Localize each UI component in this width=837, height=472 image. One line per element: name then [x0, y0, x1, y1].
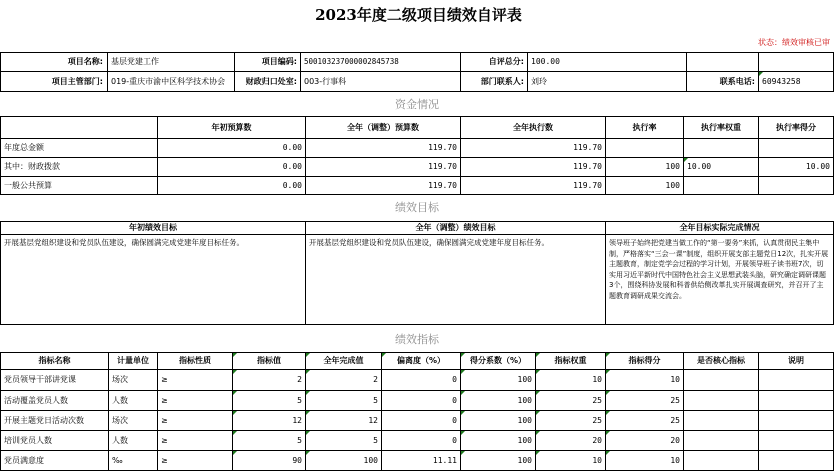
ind-note-cell[interactable]: [759, 431, 833, 450]
ind-header-actual: 全年完成值: [323, 356, 364, 365]
section-title-goals: 绩效目标: [395, 200, 439, 214]
ind-weight-cell[interactable]: 10: [592, 455, 602, 465]
comment-marker-icon: [606, 451, 610, 455]
ind-header-deviation: 偏离度（%）: [396, 356, 445, 365]
goals-adjusted-cell[interactable]: 开展基层党组织建设和党员队伍建设，确保圆满完成党建年度目标任务。: [309, 238, 549, 247]
score-label: 自评总分:: [488, 57, 524, 66]
ind-actual-cell[interactable]: 100: [363, 455, 378, 465]
funds-header-score: 执行率得分: [776, 122, 816, 132]
ind-name-cell[interactable]: 党员领导干部讲党课: [4, 375, 76, 384]
status-label: 状态：: [758, 38, 782, 47]
ind-weight-cell[interactable]: 25: [592, 395, 602, 405]
ind-target-cell[interactable]: 90: [292, 455, 302, 465]
ind-coefficient-cell[interactable]: 100: [517, 415, 532, 425]
funds-cell[interactable]: 119.70: [573, 180, 602, 190]
ind-name-cell[interactable]: 党员满意度: [4, 455, 44, 465]
comment-marker-icon: [306, 353, 310, 357]
dept-label: 项目主管部门:: [51, 76, 103, 86]
ind-unit-cell[interactable]: 人数: [112, 395, 128, 405]
grid-line: [833, 352, 834, 470]
funds-row-label[interactable]: 年度总金额: [4, 143, 44, 152]
comment-marker-icon: [536, 370, 540, 374]
comment-marker-icon: [233, 391, 237, 395]
phone-label: 联系电话:: [719, 76, 755, 86]
ind-score-cell[interactable]: 10: [670, 375, 680, 384]
ind-core-cell[interactable]: [684, 411, 758, 430]
funds-cell[interactable]: 0.00: [282, 143, 302, 152]
ind-core-cell[interactable]: [684, 431, 758, 450]
project-code-label: 项目编码:: [261, 57, 297, 66]
goals-header-adjusted: 全年（调整）绩效目标: [415, 223, 496, 232]
comment-marker-icon: [233, 411, 237, 415]
ind-actual-cell[interactable]: 5: [373, 395, 378, 405]
funds-cell[interactable]: 119.70: [428, 180, 457, 190]
comment-marker-icon: [306, 451, 310, 455]
ind-target-cell[interactable]: 2: [297, 375, 302, 384]
funds-cell[interactable]: [684, 139, 758, 157]
funds-cell[interactable]: 10.00: [687, 162, 712, 171]
goals-header-actual: 全年目标实际完成情况: [679, 223, 760, 232]
ind-deviation-cell[interactable]: 0: [452, 375, 457, 384]
ind-score-cell[interactable]: 25: [670, 415, 680, 425]
funds-cell[interactable]: 0.00: [282, 180, 302, 190]
ind-note-cell[interactable]: [759, 411, 833, 430]
ind-note-cell[interactable]: [759, 370, 833, 390]
grid-line: [0, 91, 834, 92]
ind-name-cell[interactable]: 活动覆盖党员人数: [4, 395, 68, 405]
ind-deviation-cell[interactable]: 11.11: [432, 455, 457, 465]
funds-cell[interactable]: [759, 139, 833, 157]
grid-line: [833, 221, 834, 324]
contact-label: 部门联系人:: [480, 76, 524, 86]
funds-cell[interactable]: [759, 177, 833, 194]
ind-coefficient-cell[interactable]: 100: [517, 455, 532, 465]
comment-marker-icon: [461, 353, 465, 357]
ind-deviation-cell[interactable]: 0: [452, 395, 457, 405]
grid-line: [0, 470, 834, 471]
comment-marker-icon: [536, 431, 540, 435]
ind-core-cell[interactable]: [684, 370, 758, 390]
comment-marker-icon: [461, 451, 465, 455]
ind-header-nature: 指标性质: [179, 356, 211, 365]
comment-marker-icon: [233, 451, 237, 455]
project-code-cell[interactable]: 500103237000002845738: [304, 57, 399, 67]
funds-row-label[interactable]: 其中：财政拨款: [4, 162, 60, 171]
ind-actual-cell[interactable]: 2: [373, 375, 378, 384]
funds-header-adjusted: 全年（调整）预算数: [347, 122, 419, 132]
ind-deviation-cell[interactable]: 0: [452, 415, 457, 425]
ind-note-cell[interactable]: [759, 451, 833, 470]
ind-coefficient-cell[interactable]: 100: [517, 375, 532, 384]
ind-header-weight: 指标权重: [554, 356, 587, 365]
ind-name-cell[interactable]: 培训党员人数: [4, 435, 52, 445]
funds-cell[interactable]: 100: [665, 162, 680, 171]
funds-cell[interactable]: 119.70: [573, 162, 602, 171]
phone-cell[interactable]: 60943258: [762, 76, 801, 86]
funds-cell[interactable]: 100: [665, 180, 680, 190]
funds-cell[interactable]: 0.00: [282, 162, 302, 171]
ind-weight-cell[interactable]: 25: [592, 415, 602, 425]
ind-nature-cell[interactable]: ≥: [161, 415, 168, 425]
grid-line: [0, 324, 834, 325]
goals-actual-cell[interactable]: 领导班子始终把党建当做工作的“第一要务”来抓，认真贯彻民主集中制，严格落实“三会一课”制度，组织开展支部主题党日12次，扎实开展主题教育，制定党学会过程的学习计划，开展领导班子读书班7次，切实用习近平新时代中国特色社会主义思想武装头脑，研究确定调研课题3个，围绕科协发展和科普供给侧改革扎实开展调查研究，并召开了主题教育调研成果交流会。: [609, 239, 829, 300]
comment-marker-icon: [606, 370, 610, 374]
comment-marker-icon: [606, 431, 610, 435]
comment-marker-icon: [759, 72, 763, 76]
finance-cell[interactable]: 003-行事科: [304, 76, 347, 86]
ind-note-cell[interactable]: [759, 391, 833, 410]
ind-nature-cell[interactable]: ≥: [161, 395, 168, 405]
ind-header-note: 说明: [788, 356, 804, 365]
comment-marker-icon: [684, 158, 688, 162]
ind-core-cell[interactable]: [684, 391, 758, 410]
funds-header-weight: 执行率权重: [701, 122, 741, 132]
ind-score-cell[interactable]: 20: [670, 435, 680, 445]
ind-name-cell[interactable]: 开展主题党日活动次数: [4, 415, 84, 425]
ind-unit-cell[interactable]: 场次: [112, 415, 128, 425]
comment-marker-icon: [306, 391, 310, 395]
comment-marker-icon: [233, 370, 237, 374]
ind-score-cell[interactable]: 25: [670, 395, 680, 405]
dept-cell[interactable]: 019-重庆市渝中区科学技术协会: [111, 76, 226, 86]
comment-marker-icon: [536, 353, 540, 357]
status-value: 绩效审核已审: [782, 38, 830, 47]
comment-marker-icon: [382, 353, 386, 357]
empty-cell[interactable]: [687, 53, 758, 71]
funds-row-label[interactable]: 一般公共预算: [4, 180, 52, 190]
contact-cell[interactable]: 刘玲: [531, 76, 547, 86]
ind-header-unit: 计量单位: [117, 356, 149, 365]
comment-marker-icon: [461, 431, 465, 435]
grid-line: [833, 116, 834, 194]
comment-marker-icon: [536, 411, 540, 415]
ind-nature-cell[interactable]: ≥: [161, 455, 168, 465]
comment-marker-icon: [461, 411, 465, 415]
ind-coefficient-cell[interactable]: 100: [517, 395, 532, 405]
ind-actual-cell[interactable]: 12: [368, 415, 378, 425]
score-cell[interactable]: 100.00: [531, 57, 560, 66]
comment-marker-icon: [306, 431, 310, 435]
ind-header-coefficient: 得分系数（%）: [469, 356, 526, 365]
goals-initial-cell[interactable]: 开展基层党组织建设和党员队伍建设，确保圆满完成党建年度目标任务。: [4, 238, 244, 247]
comment-marker-icon: [306, 411, 310, 415]
comment-marker-icon: [606, 411, 610, 415]
ind-header-target: 指标值: [257, 356, 281, 365]
ind-target-cell[interactable]: 12: [292, 415, 302, 425]
ind-actual-cell[interactable]: 5: [373, 435, 378, 445]
ind-target-cell[interactable]: 5: [297, 395, 302, 405]
funds-cell[interactable]: 10.00: [805, 162, 830, 171]
ind-header-score: 指标得分: [628, 356, 661, 365]
ind-weight-cell[interactable]: 20: [592, 435, 602, 445]
ind-deviation-cell[interactable]: 0: [452, 435, 457, 445]
comment-marker-icon: [461, 370, 465, 374]
comment-marker-icon: [233, 353, 237, 357]
ind-target-cell[interactable]: 5: [297, 435, 302, 445]
ind-unit-cell[interactable]: 场次: [112, 375, 128, 384]
status-badge: [600, 36, 833, 50]
ind-score-cell[interactable]: 10: [670, 455, 680, 465]
project-name-cell[interactable]: 基层党建工作: [111, 57, 159, 66]
comment-marker-icon: [233, 431, 237, 435]
ind-unit-cell[interactable]: 人数: [112, 435, 128, 445]
ind-weight-cell[interactable]: 10: [592, 375, 602, 384]
comment-marker-icon: [606, 391, 610, 395]
empty-cell[interactable]: [759, 53, 833, 71]
grid-line: [0, 194, 834, 195]
project-name-label: 项目名称:: [67, 57, 103, 66]
comment-marker-icon: [536, 451, 540, 455]
ind-nature-cell[interactable]: ≥: [161, 435, 168, 445]
ind-header-core: 是否核心指标: [697, 356, 745, 365]
funds-header-rate: 执行率: [632, 122, 657, 132]
funds-cell[interactable]: 119.70: [428, 143, 457, 152]
comment-marker-icon: [461, 391, 465, 395]
funds-cell[interactable]: [606, 139, 683, 157]
funds-cell[interactable]: 119.70: [428, 162, 457, 171]
ind-coefficient-cell[interactable]: 100: [517, 435, 532, 445]
ind-unit-cell[interactable]: ‰: [112, 455, 123, 465]
comment-marker-icon: [306, 370, 310, 374]
goals-header-initial: 年初绩效目标: [129, 223, 177, 232]
page-title: 2023年度二级项目绩效自评表: [315, 5, 522, 24]
funds-cell[interactable]: 119.70: [573, 143, 602, 152]
grid-line: [833, 52, 834, 91]
ind-core-cell[interactable]: [684, 451, 758, 470]
funds-header-executed: 全年执行数: [513, 122, 553, 132]
comment-marker-icon: [606, 353, 610, 357]
section-title-indicators: 绩效指标: [395, 332, 439, 346]
finance-label: 财政归口处室:: [245, 76, 297, 86]
section-title-funds: 资金情况: [395, 97, 439, 111]
ind-header-name: 指标名称: [38, 356, 71, 365]
comment-marker-icon: [536, 391, 540, 395]
funds-cell[interactable]: [684, 177, 758, 194]
ind-nature-cell[interactable]: ≥: [161, 375, 168, 384]
funds-header-initial: 年初预算数: [211, 122, 252, 132]
